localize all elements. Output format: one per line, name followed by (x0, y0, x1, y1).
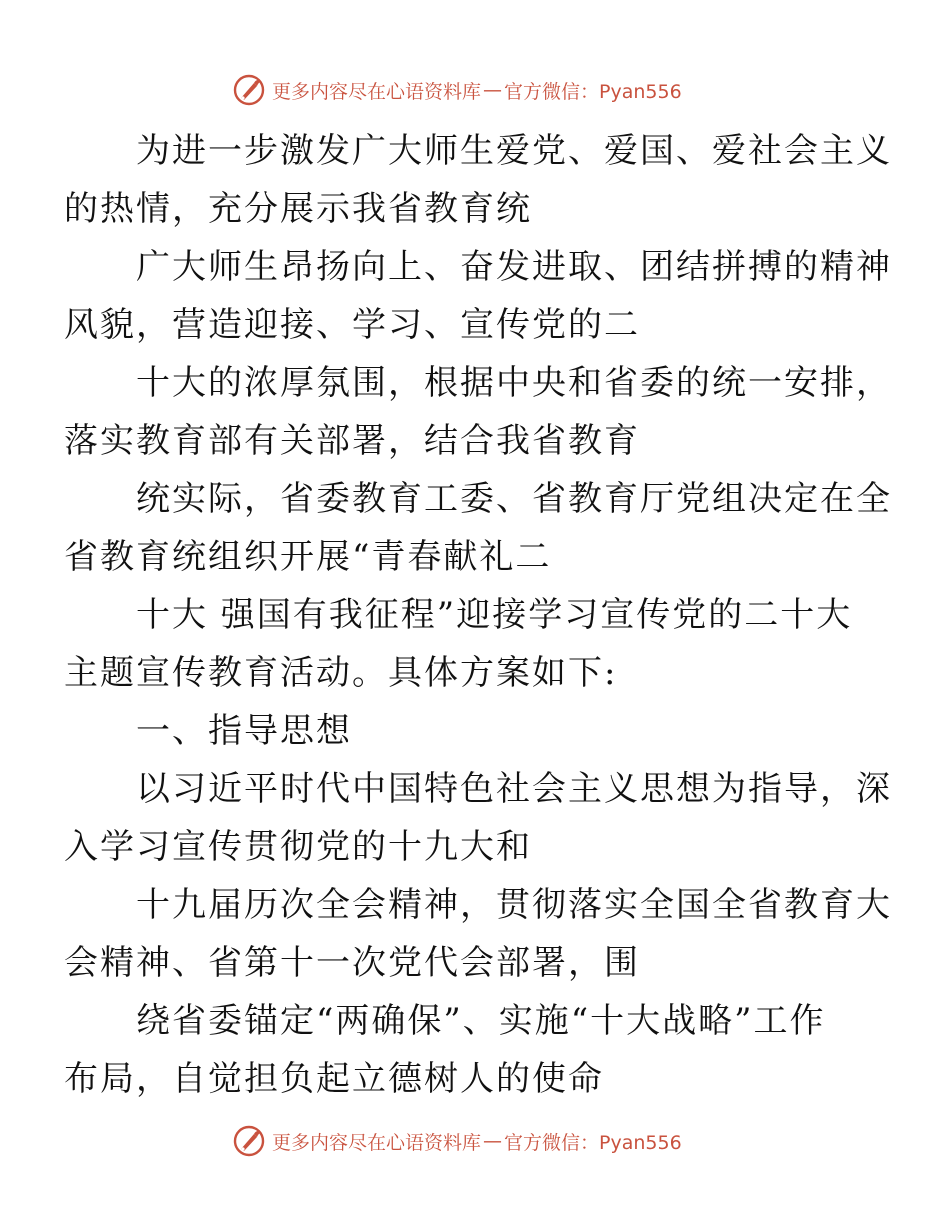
paragraph-line: 绕省委锚定“两确保”、实施“十大战略”工作 (136, 1001, 826, 1041)
pen-flame-logo-icon (232, 1124, 266, 1158)
paragraph-1 (64, 122, 892, 238)
paragraph-5 (64, 586, 860, 702)
paragraph-8 (64, 992, 860, 1108)
watermark-brand-text: 更多内容尽在心语资料库 (272, 80, 482, 103)
paragraph-line: 落实教育部有关部署，结合我省教育 (64, 421, 640, 461)
paragraph-line: 十大 强国有我征程”迎接学习宣传党的二十大 (136, 595, 853, 635)
document-body (64, 122, 892, 1108)
paragraph-line: 十九届历次全会精神，贯彻落实全国全省教育大 (136, 885, 892, 925)
paragraph-6 (64, 760, 892, 876)
paragraph-line: 入学习宣传贯彻党的十九大和 (64, 827, 532, 867)
paragraph-4 (64, 470, 892, 586)
paragraph-2 (64, 238, 892, 354)
watermark-wechat-text: 官方微信：Pyan556 (504, 80, 682, 103)
watermark-dash: — (483, 1130, 503, 1152)
paragraph-line: 布局，自觉担负起立德树人的使命 (64, 1059, 604, 1099)
footer-watermark (232, 1121, 732, 1161)
watermark-dash: — (483, 79, 503, 101)
paragraph-line: 为进一步激发广大师生爱党、爱国、爱社会主义 (136, 131, 892, 171)
watermark-brand-text: 更多内容尽在心语资料库 (272, 1131, 482, 1154)
paragraph-line: 主题宣传教育活动。具体方案如下: (64, 653, 618, 693)
paragraph-line: 风貌，营造迎接、学习、宣传党的二 (64, 305, 640, 345)
paragraph-line: 省教育统组织开展“青春献礼二 (64, 537, 552, 577)
paragraph-line: 广大师生昂扬向上、奋发进取、团结拼搏的精神 (136, 247, 892, 287)
header-watermark (232, 70, 732, 110)
paragraph-line: 十大的浓厚氛围，根据中央和省委的统一安排， (136, 363, 892, 403)
paragraph-line: 的热情，充分展示我省教育统 (64, 189, 532, 229)
watermark-wechat-text: 官方微信：Pyan556 (504, 1131, 682, 1154)
paragraph-7 (64, 876, 892, 992)
paragraph-line: 会精神、省第十一次党代会部署，围 (64, 943, 640, 983)
pen-flame-logo-icon (232, 73, 266, 107)
paragraph-line: 以习近平时代中国特色社会主义思想为指导，深 (136, 769, 892, 809)
paragraph-line: 统实际，省委教育工委、省教育厅党组决定在全 (136, 479, 892, 519)
paragraph-3 (64, 354, 892, 470)
section-heading: 一、指导思想 (136, 711, 352, 751)
